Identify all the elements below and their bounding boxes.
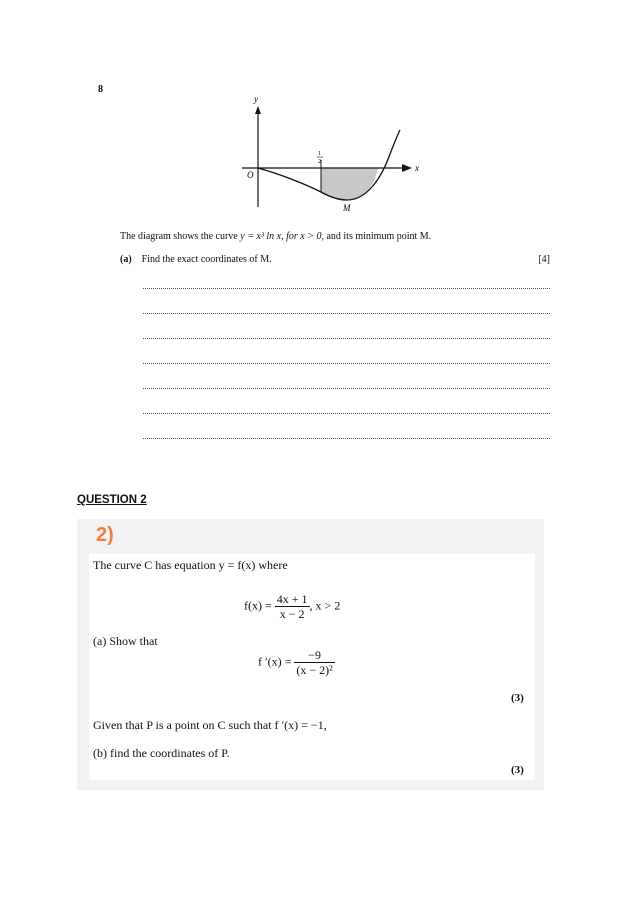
answer-line[interactable] — [143, 388, 550, 389]
x-axis-arrow — [402, 164, 412, 172]
stem-prefix: The diagram shows the curve — [120, 231, 241, 242]
answer-line[interactable] — [143, 363, 550, 364]
part-a-label: (a) — [120, 254, 132, 265]
f-numerator: 4x + 1 — [276, 592, 308, 606]
fprime-definition — [258, 648, 335, 677]
part-a-marks: [4] — [538, 254, 550, 265]
question-number: 8 — [98, 84, 103, 95]
axis-y-label: y — [254, 94, 258, 104]
q2-part-a: (a) Show that — [93, 634, 158, 648]
min-point-label: M — [343, 203, 351, 212]
marks-a: (3) — [511, 692, 524, 704]
q2-given: Given that P is a point on C such that f ′(x) = −1, — [93, 718, 327, 732]
fprime-denominator: (x − 2)² — [296, 663, 333, 677]
question-2-number: 2) — [96, 524, 114, 546]
q2-intro: The curve C has equation y = f(x) where — [93, 558, 288, 572]
q2-part-b: (b) find the coordinates of P. — [93, 746, 230, 760]
part-a — [120, 254, 550, 265]
fprime-numerator: −9 — [294, 648, 334, 663]
y-axis-arrow — [255, 106, 261, 114]
f-denominator: x − 2 — [279, 607, 305, 621]
answer-line[interactable] — [143, 438, 550, 439]
f-lhs: f(x) = — [244, 598, 272, 613]
marks-b: (3) — [511, 764, 524, 776]
f-fraction — [275, 592, 310, 621]
curve-diagram — [230, 92, 430, 212]
question-2-heading: QUESTION 2 — [77, 494, 147, 506]
fprime-fraction — [294, 648, 334, 677]
shaded-region — [321, 168, 378, 200]
f-definition — [244, 592, 340, 621]
answer-line[interactable] — [143, 313, 550, 314]
half-numerator: 1 — [318, 151, 321, 157]
axis-x-label: x — [415, 163, 419, 173]
answer-line[interactable] — [143, 413, 550, 414]
fprime-lhs: f ′(x) = — [258, 654, 292, 669]
half-denominator: 2 — [318, 159, 321, 165]
question-stem — [120, 231, 431, 242]
stem-suffix: , and its minimum point M. — [321, 231, 432, 242]
answer-line[interactable] — [143, 288, 550, 289]
origin-label: O — [247, 170, 254, 180]
stem-equation: y = x³ ln x, for x > 0 — [240, 231, 322, 242]
f-condition: , x > 2 — [309, 598, 341, 613]
answer-line[interactable] — [143, 338, 550, 339]
part-a-text: Find the exact coordinates of M. — [141, 254, 272, 265]
